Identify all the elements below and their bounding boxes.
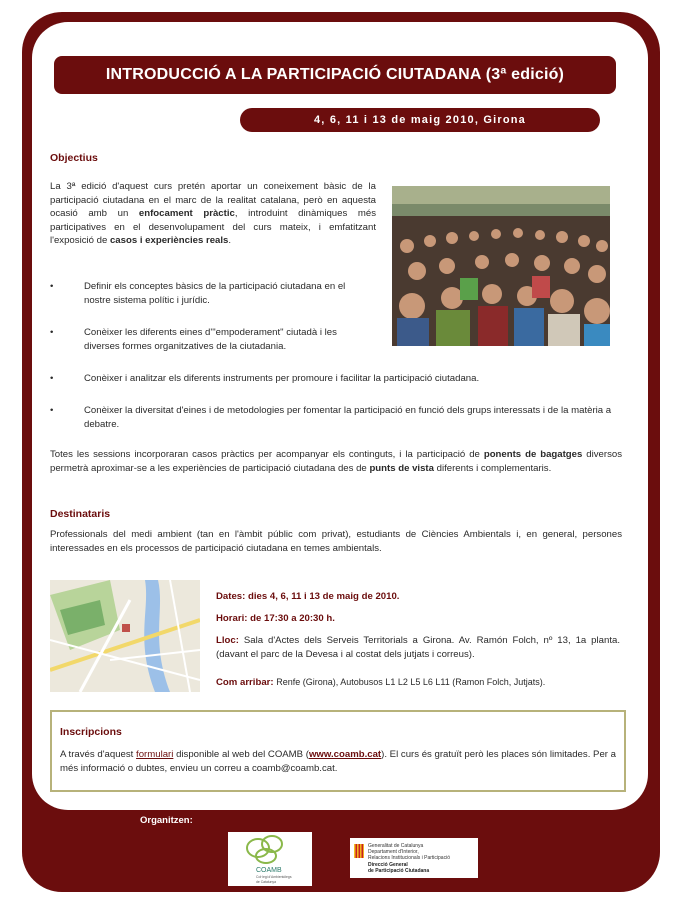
gencat-line-5: de Participació Ciutadana [368,868,430,874]
objective-bullet: • Conèixer la diversitat d'eines i de metodologies per fomentar la participació en funció dels grups interessats i de la matèria a debatre. [50,405,612,430]
coamb-logo-name: COAMB [256,867,282,874]
page-title: INTRODUCCIÓ A LA PARTICIPACIÓ CIUTADANA (3ª edició) [54,56,616,94]
inscripcions-text: A través d'aquest formulari disponible al web del COAMB (www.coamb.cat). El curs és gratuït però les places són limitades. Per a més informació o dubtes, envieu un correu a coamb@coamb.cat. [60,749,616,774]
dates-line: Dates: dies 4, 6, 11 i 13 de maig de 2010. [216,591,400,602]
coamb-logo-sub2: de Catalunya [256,880,276,884]
objective-bullet: • Conèixer les diferents eines d'"empoderament" ciutadà i les diverses formes organitzatives de la ciutadania. [50,327,337,352]
destinataris-heading: Destinataris [50,508,111,520]
gencat-line-4: Direcció General [368,862,408,868]
objectius-closing: Totes les sessions incorporaran casos pràctics per acompanyar els continguts, i la participació de ponents de bagatges diversos permetrà aproximar-se a les experiències de participació ciutadana des de punts de vista diferents i complementaris. [50,449,623,474]
formulari-link[interactable]: formulari [136,749,174,760]
destinataris-text: Professionals del medi ambient (tan en l'àmbit públic com privat), estudiants de Ciències Ambientals i, en general, persones interessades en els processos de participació ciutadana en temes ambientals. [50,529,622,554]
location-map [50,580,200,692]
lloc-line: Lloc: Sala d'Actes dels Serveis Territorials a Girona. Av. Ramón Folch, nº 13, 1a planta. (davant el parc de la Devesa i al costat dels jutjats i correus). [216,635,620,660]
gencat-line-1: Generalitat de Catalunya [368,843,424,849]
coamb-website-link[interactable]: www.coamb.cat [308,749,382,760]
gencat-line-2: Departament d'Interior, [368,849,419,855]
dates-banner: 4, 6, 11 i 13 de maig 2010, Girona [240,108,600,132]
objective-bullet: • Conèixer i analitzar els diferents instruments per promoure i facilitar la participació ciutadana. [50,373,480,384]
gencat-logo [350,838,478,878]
coamb-logo [228,832,312,886]
objectius-heading: Objectius [50,152,98,164]
horari-line: Horari: de 17:30 a 20:30 h. [216,613,335,624]
inscripcions-box [50,710,626,792]
organitzen-label: Organitzen: [140,815,193,826]
gencat-line-3: Relacions Institucionals i Participació [368,855,450,861]
crowd-photo [392,186,610,346]
arribar-line: Com arribar: Renfe (Girona), Autobusos L1 L2 L5 L6 L11 (Ramon Folch, Jutjats). [216,677,546,688]
objectius-intro: La 3ª edició d'aquest curs pretén aportar un coneixement bàsic de la participació ciutadana en el marc de la realitat catalana, però en aquesta ocasió amb un enfocament pràctic, introduint dinàmiques més participatives en el desenvolupament del curs mateix, i emfatitzant l'exposició de casos i experiències reals. [50,181,376,246]
objective-bullet: • Definir els conceptes bàsics de la participació ciutadana en el nostre sistema polític i jurídic. [50,281,346,306]
inscripcions-heading: Inscripcions [60,726,122,738]
coamb-logo-sub1: Col·legi d'Ambientòlegs [256,875,292,879]
